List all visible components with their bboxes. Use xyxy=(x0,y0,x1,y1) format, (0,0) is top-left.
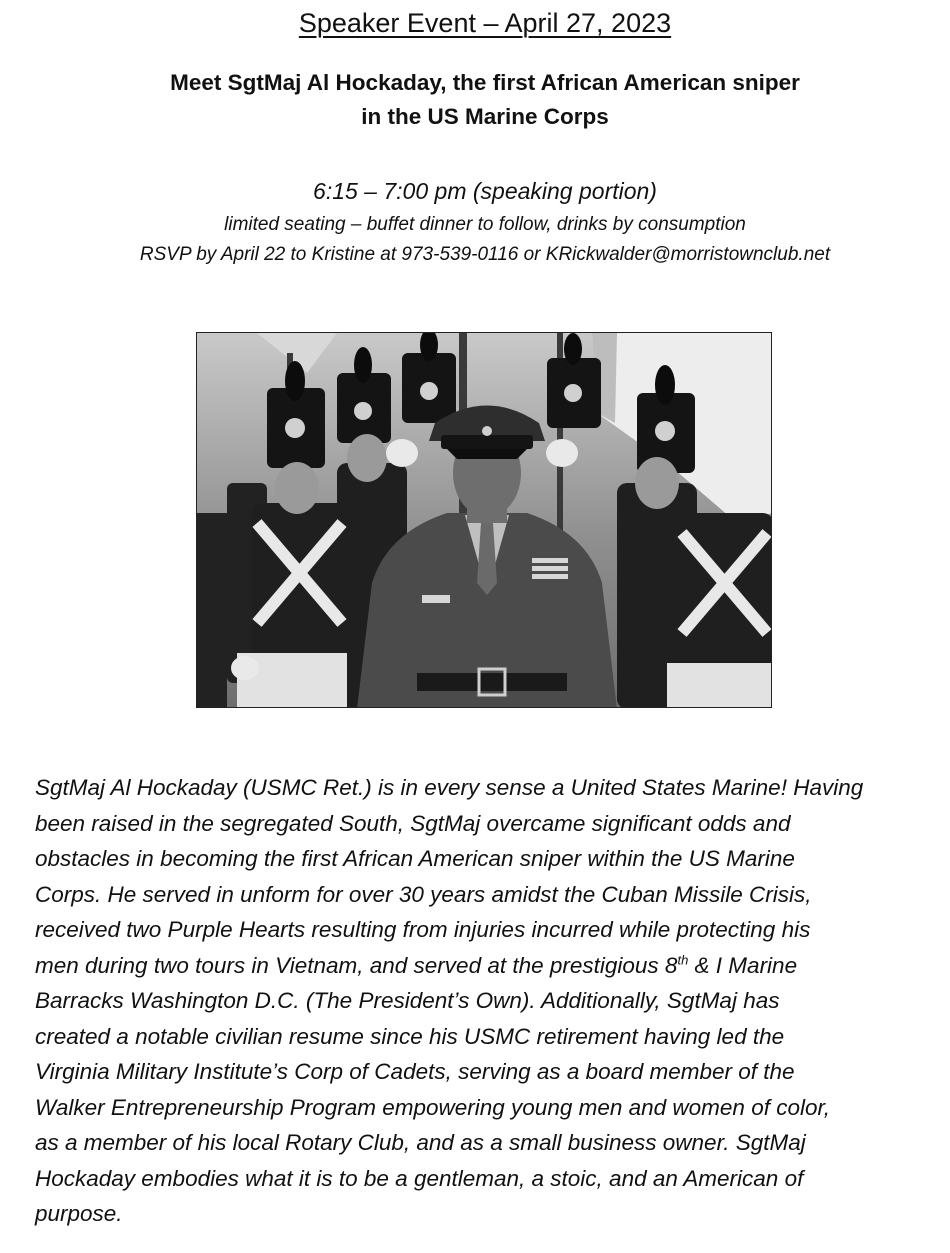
marine-honor-guard-photo xyxy=(197,333,772,708)
speaker-bio xyxy=(35,770,940,1232)
event-title: Speaker Event – April 27, 2023 xyxy=(298,8,672,38)
bio-line: SgtMaj Al Hockaday (USMC Ret.) is in every sense a United States Marine! Having xyxy=(35,775,864,800)
headline-line-1: Meet SgtMaj Al Hockaday, the first African American sniper xyxy=(170,70,800,95)
bio-line: received two Purple Hearts resulting from injuries incurred while protecting his xyxy=(35,917,811,942)
bio-line: Virginia Military Institute’s Corp of Cadets, serving as a board member of the xyxy=(35,1059,795,1084)
bio-line: created a notable civilian resume since his USMC retirement having led the xyxy=(35,1023,785,1049)
rsvp-info: RSVP by April 22 to Kristine at 973-539-0116 or KRickwalder@morristownclub.net xyxy=(139,244,831,265)
event-time: 6:15 – 7:00 pm (speaking portion) xyxy=(313,178,657,204)
bio-line: obstacles in becoming the first African American sniper within the US Marine xyxy=(35,846,795,871)
event-headline xyxy=(0,66,950,134)
bio-text: men during two tours in Vietnam, and served at the prestigious 8 xyxy=(35,952,678,978)
bio-line: Hockaday embodies what it is to be a gentleman, a stoic, and an American of xyxy=(35,1165,804,1191)
ordinal-suffix: th xyxy=(677,952,689,967)
bio-text: & I Marine xyxy=(688,952,798,978)
bio-line xyxy=(35,948,940,984)
bio-line: Barracks Washington D.C. (The President’s Own). Additionally, SgtMaj has xyxy=(35,988,780,1013)
bio-line: purpose. xyxy=(35,1201,123,1226)
headline-line-2: in the US Marine Corps xyxy=(361,104,609,129)
bio-line: Walker Entrepreneurship Program empowering young men and women of color, xyxy=(35,1094,830,1120)
bio-line: as a member of his local Rotary Club, and as a small business owner. SgtMaj xyxy=(35,1130,806,1155)
bio-line: Corps. He served in unform for over 30 years amidst the Cuban Missile Crisis, xyxy=(35,881,812,907)
seating-note: limited seating – buffet dinner to follow, drinks by consumption xyxy=(224,214,746,235)
bio-line: been raised in the segregated South, SgtMaj overcame significant odds and xyxy=(35,810,791,836)
speaker-photo xyxy=(196,332,772,708)
